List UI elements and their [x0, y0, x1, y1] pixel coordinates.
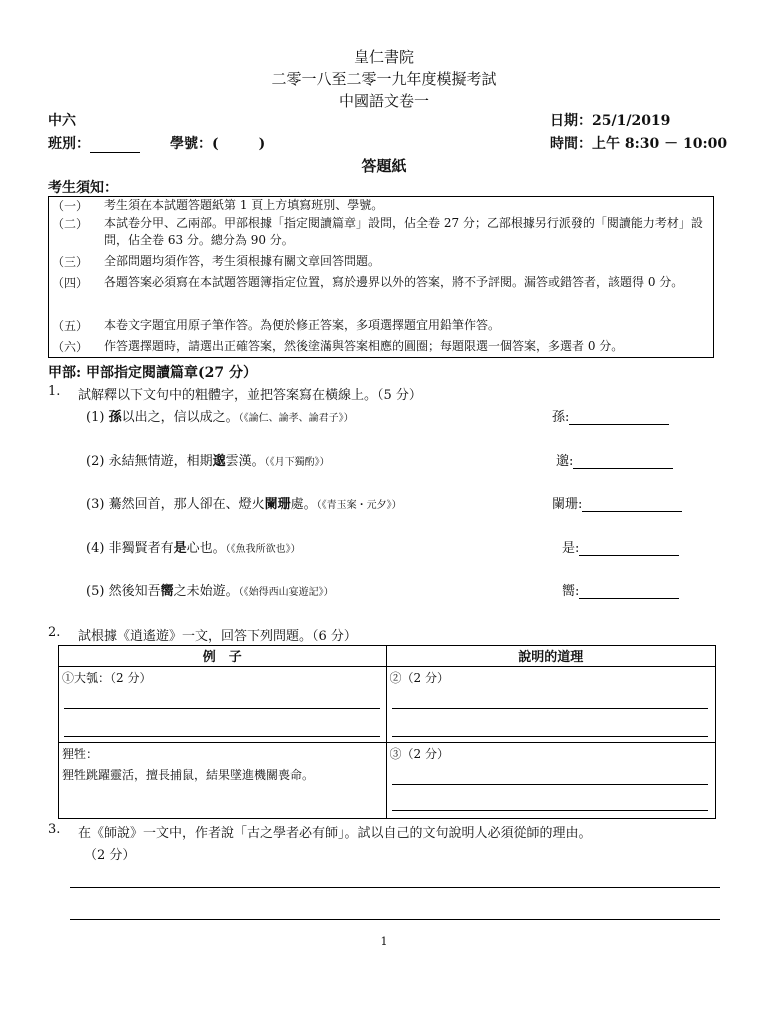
answer-line[interactable] — [392, 809, 708, 811]
q1-prompt: 試解釋以下文句中的粗體字，並把答案寫在橫線上。（5 分） — [78, 388, 422, 403]
q1-item — [86, 537, 301, 556]
q1-item — [86, 406, 354, 425]
notice-item-num: （四） — [52, 276, 89, 290]
q2-cell-label: ①大瓠：（2 分） — [62, 671, 152, 685]
q1-item-text-post: 雲漢。 — [225, 454, 265, 469]
notice-box — [48, 196, 714, 358]
notice-item-num: （一） — [52, 199, 89, 213]
answer-sheet-title: 答題紙 — [361, 157, 407, 175]
answer-line[interactable] — [70, 918, 720, 920]
q1-item-text-post: 以出之，信以成之。 — [121, 410, 239, 425]
q1-answer — [556, 450, 673, 469]
q1-item-source: （《青玉案・元夕》） — [316, 500, 402, 511]
q1-answer-blank[interactable] — [569, 410, 669, 425]
q2-cell-label: ②（2 分） — [389, 671, 449, 685]
q1-item-bold: 闌珊 — [264, 497, 291, 512]
q1-answer-blank[interactable] — [582, 497, 682, 512]
notice-item-text: 作答選擇題時，請選出正確答案，然後塗滿與答案相應的圓圈；每題限選一個答案，多選者 0 分。 — [104, 339, 624, 353]
q1-answer — [552, 493, 682, 512]
q1-item-text-post: 之未始遊。 — [173, 584, 239, 599]
q1-answer-label: 是: — [562, 541, 580, 556]
exam-date: 日期：25/1/2019 — [550, 113, 671, 129]
q2-table — [58, 645, 716, 819]
q1-answer-label: 闌珊: — [552, 497, 583, 512]
q1-item-bold: 孫 — [108, 410, 122, 425]
notice-item-text: 本試卷分甲、乙兩部。甲部根據「指定閱讀篇章」設問，佔全卷 27 分；乙部根據另行派發的「閱讀能力考材」設問，佔全卷 63 分。總分為 90 分。 — [104, 216, 703, 247]
q2-cell-example-1 — [59, 667, 387, 743]
q2-prompt: 試根據《逍遙遊》一文，回答下列問題。（6 分） — [78, 629, 357, 644]
student-no-field — [170, 133, 265, 153]
q1-item-label: (4) — [86, 541, 105, 556]
q2-cell-example-2 — [59, 743, 387, 819]
q1-answer — [562, 537, 679, 556]
answer-line[interactable] — [64, 707, 380, 709]
answer-line[interactable] — [392, 735, 708, 737]
q1-item-text-pre: 永結無情遊，相期 — [108, 454, 213, 469]
q1-item-label: (1) — [86, 410, 105, 425]
q1-answer-blank[interactable] — [579, 541, 679, 556]
q1-number: 1. — [48, 384, 61, 399]
q1-item-text-pre: 驀然回首，那人卻在、燈火 — [108, 497, 265, 512]
exam-time: 時間：上午 8:30 － 10:00 — [550, 136, 728, 152]
q1-answer-label: 嚮: — [562, 584, 580, 599]
paper-title: 中國語文卷一 — [338, 92, 429, 110]
q1-answer — [562, 580, 679, 599]
q2-col-example: 例 子 — [59, 646, 387, 667]
q1-item-source: （《魚我所欲也》） — [225, 544, 301, 555]
notice-item-num: （五） — [52, 319, 89, 333]
section-a-title: 甲部: 甲部指定閱讀篇章(27 分） — [48, 365, 258, 381]
form-label: 中六 — [48, 113, 76, 129]
school-name: 皇仁書院 — [353, 48, 414, 66]
q1-item — [86, 493, 402, 512]
notice-item-text: 考生須在本試題答題紙第 1 頁上方填寫班別、學號。 — [104, 198, 384, 212]
q1-item-label: (2) — [86, 454, 105, 469]
q2-cell-title: 狸牲： — [62, 747, 99, 761]
q2-col-principle: 說明的道理 — [386, 646, 715, 667]
notice-item-num: （三） — [52, 255, 89, 269]
q1-item-text-pre: 非獨賢者有 — [108, 541, 174, 556]
exam-title: 二零一八至二零一九年度模擬考試 — [271, 70, 497, 88]
q1-item-text-post: 處。 — [290, 497, 317, 512]
answer-line[interactable] — [392, 783, 708, 785]
q3-marks: （2 分） — [84, 848, 136, 863]
notice-item-num: （六） — [52, 340, 89, 354]
q1-answer-blank[interactable] — [573, 454, 673, 469]
q1-item-source: （《月下獨酌》） — [264, 457, 330, 468]
q1-item-label: (5) — [86, 584, 105, 599]
class-blank[interactable] — [90, 138, 140, 153]
q3-prompt: 在《師說》一文中，作者說「古之學者必有師」。試以自己的文句說明人必須從師的理由。 — [78, 826, 592, 841]
q2-cell-text: 狸牲跳躍靈活，擅長捕鼠，結果墜進機關喪命。 — [62, 768, 315, 782]
student-no-label: 學號：( — [170, 136, 219, 152]
answer-line[interactable] — [70, 886, 720, 888]
student-no-close: ) — [258, 136, 266, 152]
answer-line[interactable] — [64, 735, 380, 737]
q1-answer-label: 孫: — [552, 410, 570, 425]
q1-item-bold: 是 — [173, 541, 187, 556]
q1-answer-blank[interactable] — [579, 584, 679, 599]
q1-item — [86, 450, 330, 469]
page-number: 1 — [380, 935, 388, 948]
q1-item-source: （《論仁、論孝、論君子》） — [238, 413, 354, 424]
q1-item-text-post: 心也。 — [186, 541, 226, 556]
q1-answer — [552, 406, 669, 425]
class-label: 班別： — [48, 136, 90, 152]
notice-item-text: 本卷文字題宜用原子筆作答。為便於修正答案，多項選擇題宜用鉛筆作答。 — [104, 318, 501, 332]
q1-item-bold: 邈 — [212, 454, 226, 469]
q1-answer-label: 邈: — [556, 454, 574, 469]
notice-item-text: 全部問題均須作答，考生須根據有關文章回答問題。 — [104, 254, 381, 268]
q2-cell-principle-2 — [386, 743, 715, 819]
notice-title: 考生須知： — [48, 180, 118, 196]
q1-item — [86, 580, 334, 599]
q2-number: 2. — [48, 625, 61, 640]
q1-item-source: （《始得西山宴遊記》） — [238, 587, 334, 598]
answer-line[interactable] — [392, 707, 708, 709]
q1-item-text-pre: 然後知吾 — [108, 584, 161, 599]
q1-item-label: (3) — [86, 497, 105, 512]
class-field — [48, 133, 140, 153]
q1-item-bold: 嚮 — [160, 584, 174, 599]
notice-item-num: （二） — [52, 217, 89, 231]
q2-cell-principle-1 — [386, 667, 715, 743]
notice-item-text: 各題答案必須寫在本試題答題簿指定位置，寫於邊界以外的答案，將不予評閱。漏答或錯答者，該題得 0 分。 — [104, 275, 684, 289]
q3-number: 3. — [48, 822, 61, 837]
q2-cell-label: ③（2 分） — [389, 747, 449, 761]
